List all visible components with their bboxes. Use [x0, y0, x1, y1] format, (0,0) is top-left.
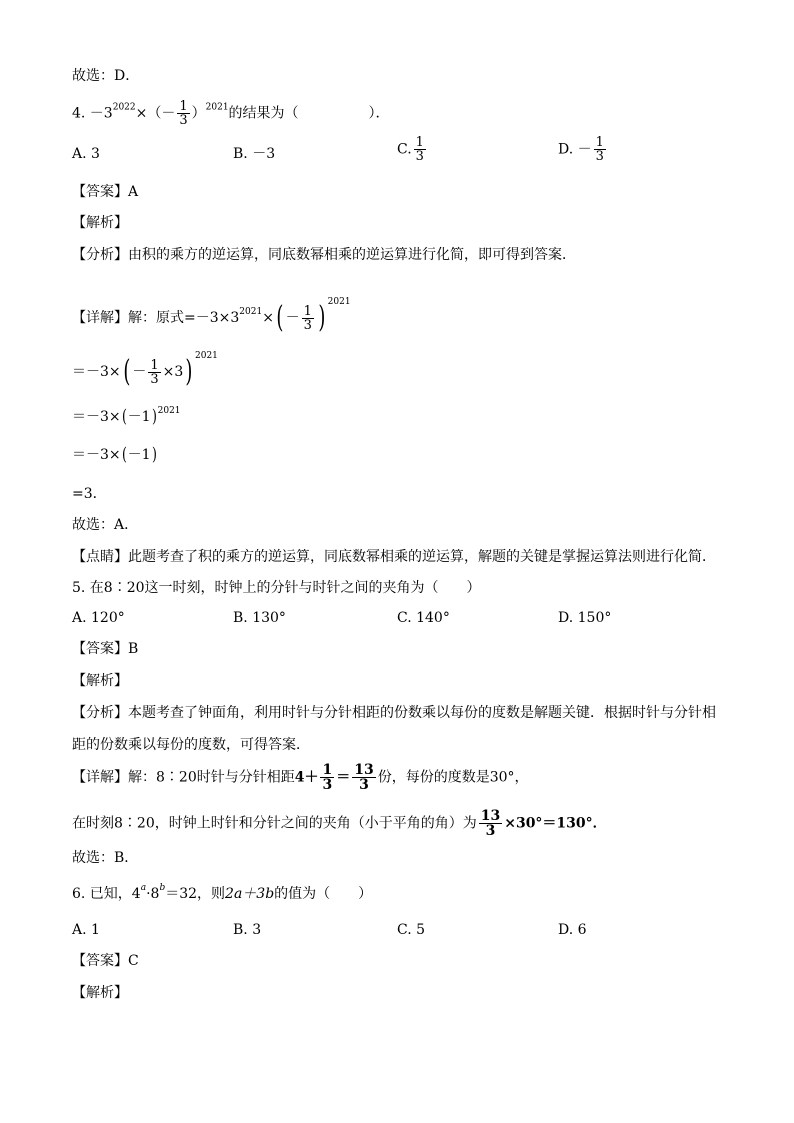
detail-4-step2: ＝－3×( － $\frac{1}{3}$ ×3) $^{2021}$ [72, 351, 218, 389]
option-b: B. 130° [233, 610, 286, 626]
question-6: 6. 已知，$4^a\cdot 8^b=32$，则2a＋3b的值为（ ） [72, 883, 373, 902]
fraction: $\frac{1}{3}$ [150, 357, 159, 387]
analysis-heading-4: 【解析】 [72, 215, 128, 231]
fraction: $\frac{1}{3}$ [303, 303, 312, 333]
option-d: D. － $\frac{1}{3}$ [558, 135, 604, 164]
fraction: $\frac{1}{3}$ [322, 762, 333, 793]
option-d: D. 6 [558, 922, 587, 938]
choice-5: 故选：B． [72, 850, 139, 866]
fraction: $\frac{1}{3}$ [415, 135, 424, 164]
detail-5-line2: 在时刻8∶20，时钟上时针和分针之间的夹角（小于平角的角）为 $\frac{13}{3}$ ×30°＝130°． [72, 808, 607, 839]
choice-4: 故选：A． [72, 517, 139, 533]
answer-4: 【答案】A [72, 184, 139, 200]
analysis-heading-6: 【解析】 [72, 985, 128, 1001]
answer-choice-line: 故选：D． [72, 68, 140, 84]
option-a: A. 3 [72, 146, 100, 162]
analysis-heading-5: 【解析】 [72, 673, 128, 689]
detail-4-step1: 【详解】解：原式$=-3\times 3^{2021}\times$( － $\frac{1}{3}$ ) $^{2021}$ [72, 297, 351, 335]
option-b: B. 3 [233, 922, 262, 938]
detail-5-line1: 【详解】解：8∶20时针与分针相距4＋ $\frac{1}{3}$ ＝ $\frac{13}{3}$ 份，每份的度数是30°， [72, 762, 529, 793]
answer-6: 【答案】C [72, 953, 139, 969]
analysis-4: 【分析】由积的乘方的逆运算，同底数幂相乘的逆运算进行化简，即可得到答案． [72, 247, 576, 263]
option-c: C. 5 [397, 922, 426, 938]
option-b: B. －3 [233, 146, 276, 162]
analysis-5-line2: 距的份数乘以每份的度数，可得答案． [72, 737, 310, 753]
answer-5: 【答案】B [72, 641, 139, 657]
option-a: A. 1 [72, 922, 100, 938]
option-c: C. 140° [397, 610, 450, 626]
option-c: C. $\frac{1}{3}$ [397, 135, 424, 164]
comment-4: 【点睛】此题考查了积的乘方的逆运算，同底数幂相乘的逆运算，解题的关键是掌握运算法则进行化简． [72, 549, 716, 565]
question-5: 5. 在8∶20这一时刻，时钟上的分针与时针之间的夹角为（ ） [72, 580, 481, 596]
detail-4-step3: $=-3\times(-1)^{2021}$ [72, 406, 181, 427]
fraction: $\frac{13}{3}$ [354, 762, 374, 793]
detail-4-step4: ＝－3×(－1) [72, 444, 157, 465]
fraction: $\frac{13}{3}$ [480, 808, 501, 839]
option-d: D. 150° [558, 610, 612, 626]
fraction: $\frac{1}{3}$ [179, 99, 188, 128]
question-4: 4. $-3^{2022}\times(-$ $\frac{1}{3}$ ）$^{2021}$的结果为（ ）． [72, 99, 390, 128]
detail-4-step5: =3． [72, 486, 107, 502]
option-a: A. 120° [72, 610, 125, 626]
fraction: $\frac{1}{3}$ [595, 135, 604, 164]
analysis-5-line1: 【分析】本题考查了钟面角，利用时针与分针相距的份数乘以每份的度数是解题关键．根据时针与分针相 [72, 705, 716, 721]
